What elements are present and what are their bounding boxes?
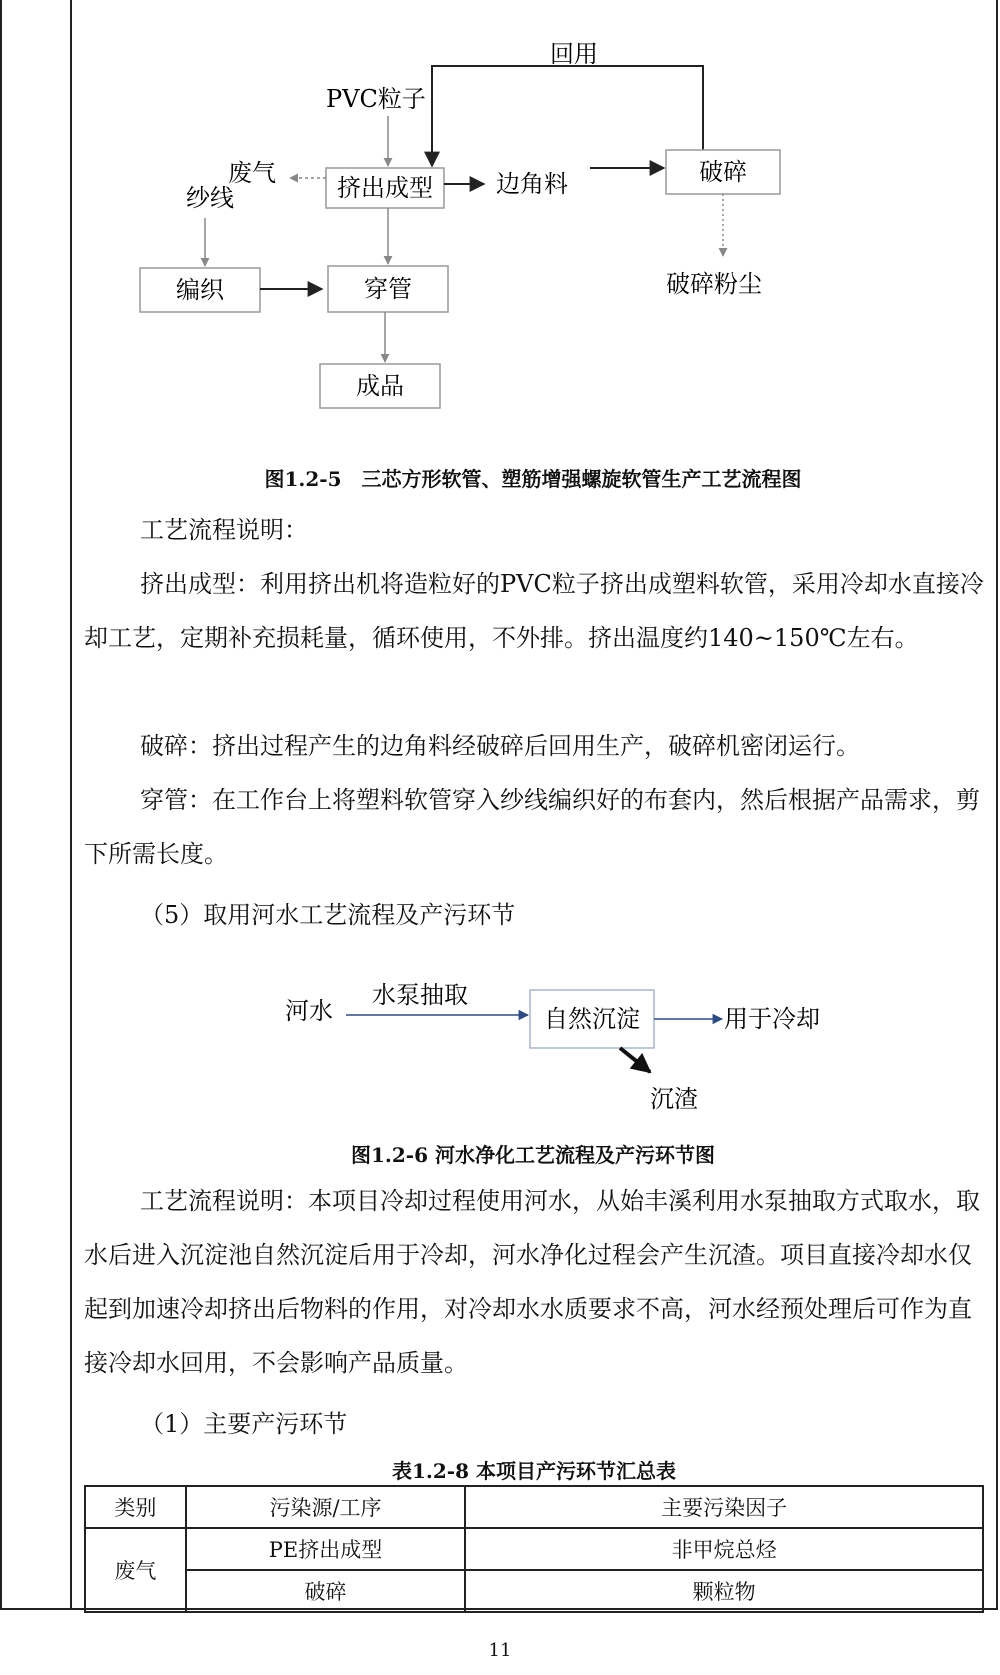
header-source: 污染源/工序 (186, 1486, 465, 1528)
label-pvc: PVC粒子 (326, 85, 426, 113)
label-yarn: 纱线 (186, 184, 234, 212)
label-exhaust: 废气 (228, 159, 276, 187)
figure-caption-1: 图1.2-5 三芯方形软管、塑筋增强螺旋软管生产工艺流程图 (264, 467, 802, 491)
heading-river-process: （5）取用河水工艺流程及产污环节 (140, 901, 516, 929)
label-pump: 水泵抽取 (372, 981, 468, 1009)
node-extrusion-label: 挤出成型 (337, 174, 433, 202)
label-dust: 破碎粉尘 (666, 270, 762, 298)
header-category: 类别 (85, 1486, 186, 1528)
node-product-label: 成品 (356, 372, 404, 400)
figure-caption-2: 图1.2-6 河水净化工艺流程及产污环节图 (351, 1143, 715, 1167)
table-row (85, 1528, 983, 1570)
table-caption: 表1.2-8 本项目产污环节汇总表 (392, 1459, 676, 1483)
node-settle-label: 自然沉淀 (544, 1005, 640, 1033)
header-factor: 主要污染因子 (465, 1486, 983, 1528)
factor-cell: 非甲烷总烃 (465, 1528, 983, 1570)
node-crush-label: 破碎 (699, 158, 747, 186)
factor-cell: 颗粒物 (465, 1570, 983, 1612)
label-recycle: 回用 (550, 40, 598, 68)
label-sludge: 沉渣 (650, 1085, 698, 1113)
source-cell: PE挤出成型 (186, 1528, 465, 1570)
table-header-row (85, 1486, 983, 1528)
para-river-process: 工艺流程说明：本项目冷却过程使用河水，从始丰溪利用水泵抽取方式取水，取水后进入沉淀池自然沉淀后用于冷却，河水净化过程会产生沉渣。项目直接冷却水仅起到加速冷却挤出后物料的作用，对冷却水水质要求不高，河水经预处理后可作为直接冷却水回用，不会影响产品质量。 (84, 1187, 980, 1377)
label-river: 河水 (285, 997, 333, 1025)
para-crush: 破碎：挤出过程产生的边角料经破碎后回用生产，破碎机密闭运行。 (140, 732, 860, 760)
pollution-summary-table (84, 1485, 984, 1613)
recycle-arrow (432, 66, 703, 166)
category-cell: 废气 (85, 1528, 186, 1612)
table-row (85, 1570, 983, 1612)
label-cooling: 用于冷却 (724, 1005, 820, 1033)
source-cell: 破碎 (186, 1570, 465, 1612)
para-thread: 穿管：在工作台上将塑料软管穿入纱线编织好的布套内，然后根据产品需求，剪下所需长度。 (84, 786, 980, 868)
node-weave-label: 编织 (176, 276, 224, 304)
para-extrusion: 挤出成型：利用挤出机将造粒好的PVC粒子挤出成塑料软管，采用冷却水直接冷却工艺，定期补充损耗量，循环使用，不外排。挤出温度约140~150℃左右。 (84, 570, 984, 652)
node-thread-label: 穿管 (364, 275, 412, 303)
page-number: 11 (488, 1640, 512, 1661)
process-flow-diagram (0, 0, 1000, 440)
label-scrap: 边角料 (496, 170, 568, 198)
sludge-arrow (620, 1048, 650, 1072)
river-water-diagram (0, 960, 1000, 1140)
process-intro: 工艺流程说明： (140, 516, 308, 544)
heading-main-pollution: （1）主要产污环节 (140, 1410, 348, 1438)
